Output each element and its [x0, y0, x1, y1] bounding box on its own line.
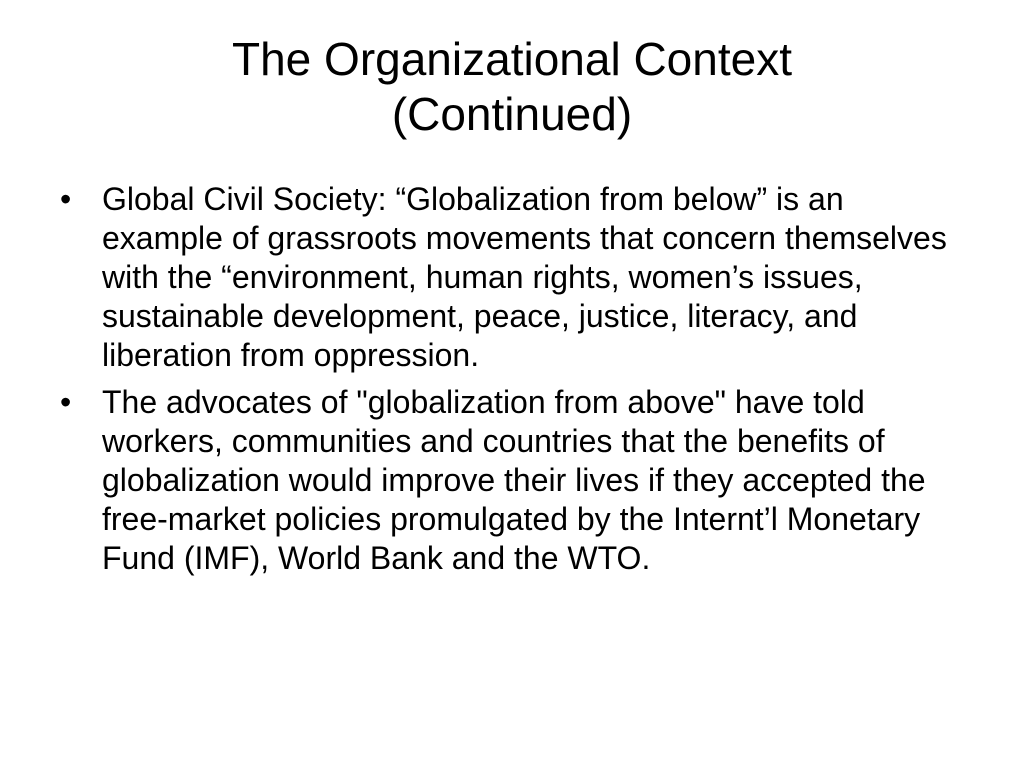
- slide-title-line-1: The Organizational Context: [232, 33, 792, 85]
- bullet-text: Global Civil Society: “Globalization from below” is an example of grassroots movements that concern themselves with the “environment, human rights, women’s issues, sustainable development, peace, justice, literacy, and liberation from oppression.: [102, 181, 947, 373]
- bullet-icon: •: [60, 181, 72, 217]
- bullet-item-global-civil-society: [58, 180, 958, 375]
- slide-title-line-2: (Continued): [391, 88, 633, 140]
- bullet-item-globalization-from-above: [58, 383, 958, 578]
- bullet-icon: •: [60, 384, 72, 420]
- slide-title: [60, 32, 964, 142]
- bullet-text: The advocates of "globalization from above" have told workers, communities and countries that the benefits of globalization would improve their lives if they accepted the free-market policies promulgated by the Internt’l Monetary Fund (IMF), World Bank and the WTO.: [102, 384, 926, 576]
- bullet-list: [58, 180, 958, 586]
